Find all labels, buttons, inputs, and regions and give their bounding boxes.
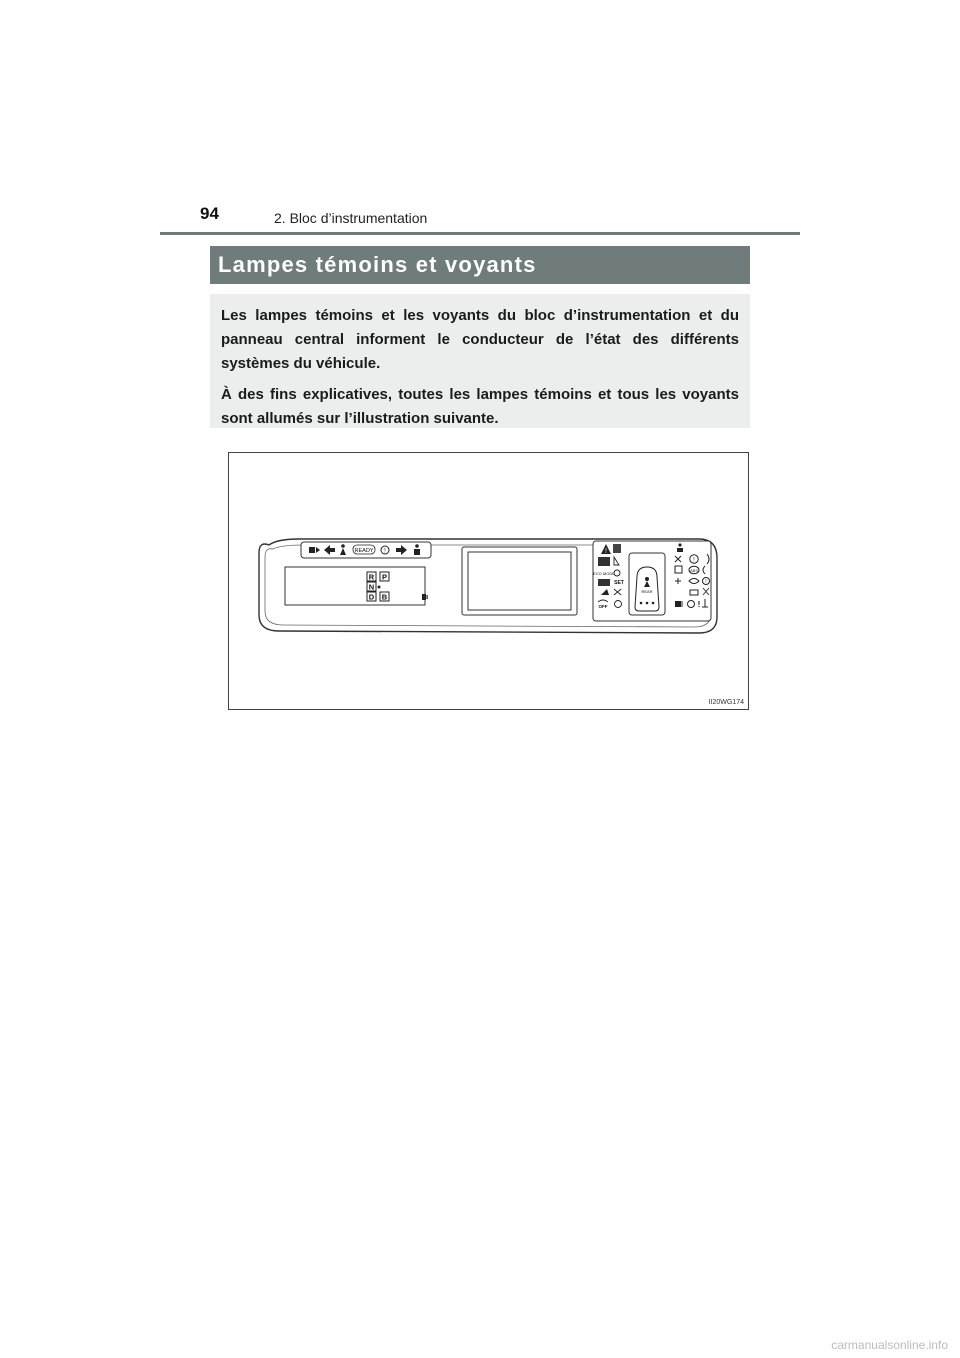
- figure-code: II20WG174: [708, 699, 744, 706]
- svg-text:!: !: [693, 557, 695, 564]
- svg-text:ABS: ABS: [689, 568, 699, 573]
- eco-mode-label: ECO MODE: [593, 571, 615, 576]
- rear-label: REAR: [641, 589, 653, 594]
- chapter-title: 2. Bloc d’instrumentation: [274, 210, 428, 226]
- instrument-panel-figure: [228, 452, 749, 710]
- watermark: carmanualsonline.info: [831, 1338, 948, 1352]
- ready-label: READY: [354, 548, 374, 555]
- off-label: OFF: [598, 604, 608, 609]
- intro-paragraph-2: À des fins explicatives, toutes les lampes témoins et tous les voyants sont allumés sur l’illustration suivante.: [221, 386, 739, 427]
- intro-box: [210, 294, 750, 428]
- intro-paragraph-1: Les lampes témoins et les voyants du bloc d’instrumentation et du panneau central informent le conducteur de l’état des différents systèmes du véhicule.: [221, 307, 739, 372]
- gear-r: R: [368, 572, 375, 582]
- header-divider: [160, 232, 800, 235]
- section-title: Lampes témoins et voyants: [210, 246, 750, 284]
- multi-info-display-screen: [468, 552, 571, 610]
- gear-display: [285, 567, 425, 605]
- set-label: SET: [614, 580, 624, 586]
- page-header: [160, 200, 800, 236]
- gear-p: P: [381, 572, 388, 582]
- gear-b: B: [381, 592, 388, 602]
- instrument-panel-illustration: [229, 453, 750, 711]
- svg-text:!: !: [697, 600, 701, 609]
- gear-d: D: [368, 592, 375, 602]
- page-number: 94: [200, 204, 219, 223]
- svg-text:!: !: [384, 548, 386, 555]
- svg-text:!: !: [605, 548, 607, 555]
- svg-text:!: !: [705, 579, 707, 585]
- gear-n: N: [368, 582, 375, 592]
